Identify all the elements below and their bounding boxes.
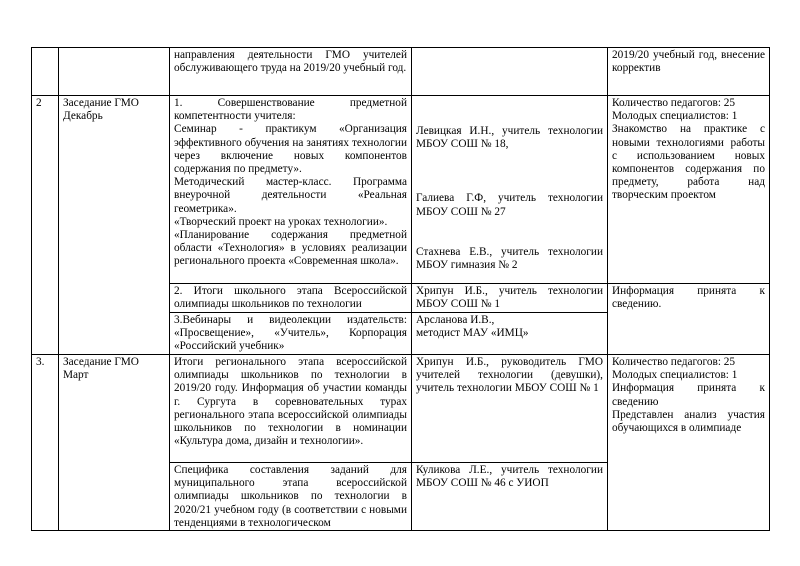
meetings-table — [31, 47, 770, 531]
agenda-paragraph: 1. Совершенствование предметной компетентности учителя: — [174, 97, 407, 123]
cell-r2-agenda-2: 2. Итоги школьного этапа Всероссийской олимпиады школьников по технологии — [170, 284, 412, 313]
agenda-paragraph: Методический мастер-класс. Программа внеурочной деятельности «Реальная геометрика». — [174, 176, 407, 215]
cell-r2-speaker-2: Хрипун И.Б., учитель технологии МБОУ СОШ № 1 — [412, 284, 608, 313]
cell-r1-meeting — [59, 48, 170, 96]
meeting-month: Декабрь — [63, 110, 103, 123]
cell-r1-num — [32, 48, 59, 96]
cell-r3-num: 3. — [32, 355, 59, 531]
result-line: Молодых специалистов: 1 — [612, 110, 738, 123]
meeting-month: Март — [63, 369, 89, 382]
cell-r3-speaker-1: Хрипун И.Б., руководитель ГМО учителей технологии (девушки), учитель технологии МБОУ СОШ № 1 — [412, 355, 608, 463]
meeting-title: Заседание ГМО — [63, 97, 139, 109]
speaker-role: методист МАУ «ИМЦ» — [416, 327, 529, 340]
cell-r1-result: 2019/20 учебный год, внесение корректив — [608, 48, 770, 96]
speaker-name: Галиева Г.Ф, учитель технологии МБОУ СОШ № 27 — [416, 192, 603, 218]
cell-r3-meeting — [59, 355, 170, 531]
agenda-paragraph: «Творческий проект на уроках технологии». — [174, 215, 388, 228]
cell-r2-meeting — [59, 96, 170, 355]
speaker-name: Стахнева Е.В., учитель технологии МБОУ гимназия № 2 — [416, 245, 603, 272]
cell-r2-result-1 — [608, 96, 770, 284]
speaker-name: Левицкая И.Н., учитель технологии МБОУ СОШ № 18, — [416, 125, 603, 151]
result-paragraph: Знакомство на практике с новыми технологиями работы с использованием новых компонентов содержания по предмету, работа над творческим проектом — [612, 123, 765, 202]
cell-r2-agenda-1 — [170, 96, 412, 284]
cell-r1-speakers — [412, 48, 608, 96]
result-line: Информация принята к сведению — [612, 382, 765, 408]
cell-r2-num: 2 — [32, 96, 59, 355]
cell-r2-result-2: Информация принята к сведению. — [608, 284, 770, 355]
cell-r2-speaker-3 — [412, 313, 608, 355]
result-line: Количество педагогов: 25 — [612, 356, 736, 368]
cell-r3-speaker-2: Куликова Л.Е., учитель технологии МБОУ СОШ № 46 с УИОП — [412, 463, 608, 531]
cell-r3-agenda-2: Специфика составления заданий для муниципального этапа всероссийской олимпиады школьников по технологии в 2020/21 учебном году (в соответствии с новыми тенденциями в технологическом — [170, 463, 412, 531]
cell-r2-speakers-1 — [412, 96, 608, 284]
cell-r3-result — [608, 355, 770, 531]
cell-r1-agenda: направления деятельности ГМО учителей обслуживающего труда на 2019/20 учебный год. — [170, 48, 412, 96]
result-line: Представлен анализ участия обучающихся в олимпиаде — [612, 408, 765, 435]
cell-r3-agenda-1: Итоги регионального этапа всероссийской олимпиады школьников по технологии в 2019/20 году. Информация об участии команды г. Сургута в соревновательных турах регионального этапа всероссийской олимпиады школьников по технологии в номинации «Культура дома, дизайн и технологии». — [170, 355, 412, 463]
meeting-title: Заседание ГМО — [63, 356, 139, 368]
result-line: Количество педагогов: 25 — [612, 97, 736, 109]
agenda-paragraph: «Планирование содержания предметной области «Технология» в условиях реализации регионального проекта «Современная школа». — [174, 229, 407, 268]
agenda-paragraph: Семинар - практикум «Организация эффективного обучения на занятиях технологии через включение новых компонентов содержания по предмету». — [174, 123, 407, 176]
result-line: Молодых специалистов: 1 — [612, 369, 738, 382]
speaker-name: Арсланова И.В., — [416, 314, 495, 326]
cell-r2-agenda-3: 3.Вебинары и видеолекции издательств: «Просвещение», «Учитель», Корпорация «Российский учебник» — [170, 313, 412, 355]
